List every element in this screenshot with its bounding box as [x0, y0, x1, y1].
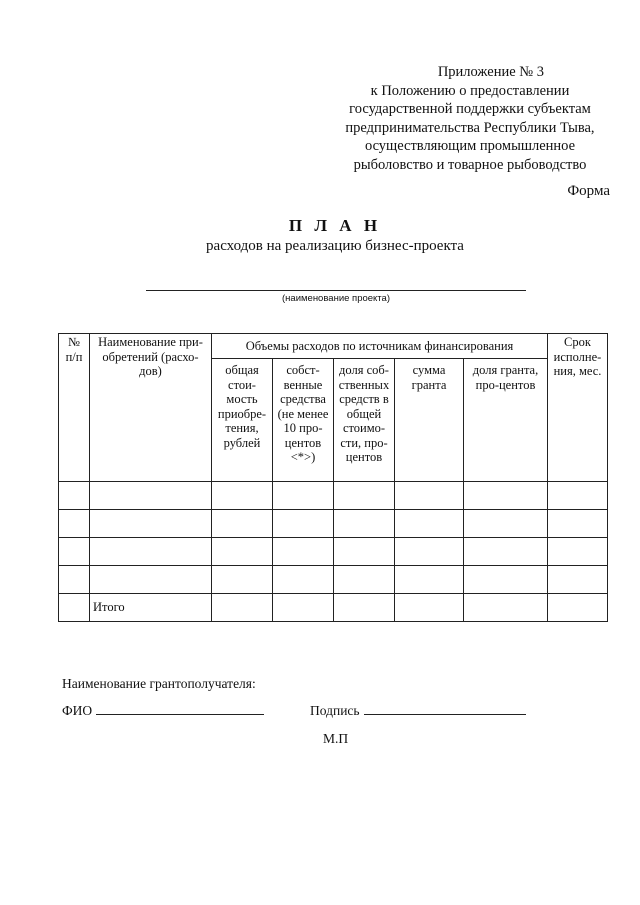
table-cell[interactable] [212, 538, 273, 566]
document-title [0, 216, 640, 256]
appendix-line: к Положению о предоставлении [370, 82, 570, 99]
header-term: Срок исполне-ния, мес. [548, 334, 608, 482]
table-cell[interactable] [395, 594, 464, 622]
title-main: П Л А Н [288, 216, 382, 235]
table-cell[interactable] [464, 566, 548, 594]
appendix-line: предпринимательства Республики Тыва, [345, 119, 595, 136]
title-subtitle: расходов на реализацию бизнес-проекта [206, 238, 464, 254]
table-cell[interactable] [548, 538, 608, 566]
table-row [59, 538, 608, 566]
table-header-row [59, 334, 608, 359]
table-cell[interactable] [464, 538, 548, 566]
table-cell[interactable] [395, 510, 464, 538]
table-cell[interactable] [334, 510, 395, 538]
table-cell[interactable] [464, 510, 548, 538]
table-cell[interactable] [59, 482, 90, 510]
table-cell[interactable] [548, 482, 608, 510]
signature-label: Подпись [310, 703, 360, 718]
subheader-total-cost: общая стои-мость приобре-тения, рублей [212, 359, 273, 482]
expense-plan-table [58, 333, 608, 622]
table-cell[interactable] [212, 594, 273, 622]
table-total-row [59, 594, 608, 622]
table-cell[interactable] [334, 566, 395, 594]
subheader-own-share: доля соб-ственных средств в общей стоимо-сти, про-центов [334, 359, 395, 482]
table-cell[interactable] [464, 594, 548, 622]
table-cell[interactable] [548, 510, 608, 538]
appendix-line: осуществляющим промышленное [364, 138, 576, 154]
table-cell[interactable] [212, 482, 273, 510]
stamp-label: М.П [323, 731, 349, 746]
table-cell[interactable] [212, 566, 273, 594]
table-row [59, 510, 608, 538]
signature-field [310, 702, 526, 719]
table-cell[interactable] [90, 538, 212, 566]
fio-input-line[interactable] [96, 702, 264, 715]
header-funding-group: Объемы расходов по источникам финансирования [212, 334, 548, 359]
table-cell[interactable] [59, 510, 90, 538]
fio-field [62, 702, 264, 719]
table-row [59, 566, 608, 594]
appendix-header [330, 63, 610, 174]
table-row [59, 482, 608, 510]
table-cell[interactable] [273, 566, 334, 594]
table-cell[interactable] [90, 566, 212, 594]
header-num: № п/п [59, 334, 90, 482]
subheader-grant-share: доля гранта, про-центов [464, 359, 548, 482]
table-cell[interactable] [548, 594, 608, 622]
table-cell[interactable] [334, 594, 395, 622]
form-label: Форма [567, 183, 610, 199]
header-name: Наименование при-обретений (расхо-дов) [90, 334, 212, 482]
table-cell[interactable] [273, 538, 334, 566]
table-cell[interactable] [90, 482, 212, 510]
appendix-line: Приложение № 3 [437, 64, 544, 80]
total-label: Итого [90, 594, 212, 622]
table-cell[interactable] [548, 566, 608, 594]
subheader-own-funds: собст-венные средства (не менее 10 про-центов <*>) [273, 359, 334, 482]
table-cell[interactable] [273, 594, 334, 622]
table-cell[interactable] [395, 566, 464, 594]
table-cell[interactable] [59, 566, 90, 594]
appendix-line: государственной поддержки субъектам [349, 101, 591, 117]
table-cell[interactable] [59, 538, 90, 566]
table-cell[interactable] [334, 538, 395, 566]
table-cell[interactable] [273, 510, 334, 538]
project-name-caption: (наименование проекта) [282, 293, 390, 304]
signature-input-line[interactable] [364, 702, 526, 715]
table-cell[interactable] [464, 482, 548, 510]
table-cell[interactable] [395, 538, 464, 566]
table-cell[interactable] [90, 510, 212, 538]
project-name-line[interactable] [146, 290, 526, 291]
table-cell[interactable] [59, 594, 90, 622]
subheader-grant-amount: сумма гранта [395, 359, 464, 482]
fio-label: ФИО [62, 703, 93, 718]
table-cell[interactable] [334, 482, 395, 510]
table-cell[interactable] [273, 482, 334, 510]
grantee-label: Наименование грантополучателя: [62, 676, 256, 691]
table-cell[interactable] [395, 482, 464, 510]
appendix-line: рыболовство и товарное рыбоводство [353, 156, 587, 173]
table-cell[interactable] [212, 510, 273, 538]
